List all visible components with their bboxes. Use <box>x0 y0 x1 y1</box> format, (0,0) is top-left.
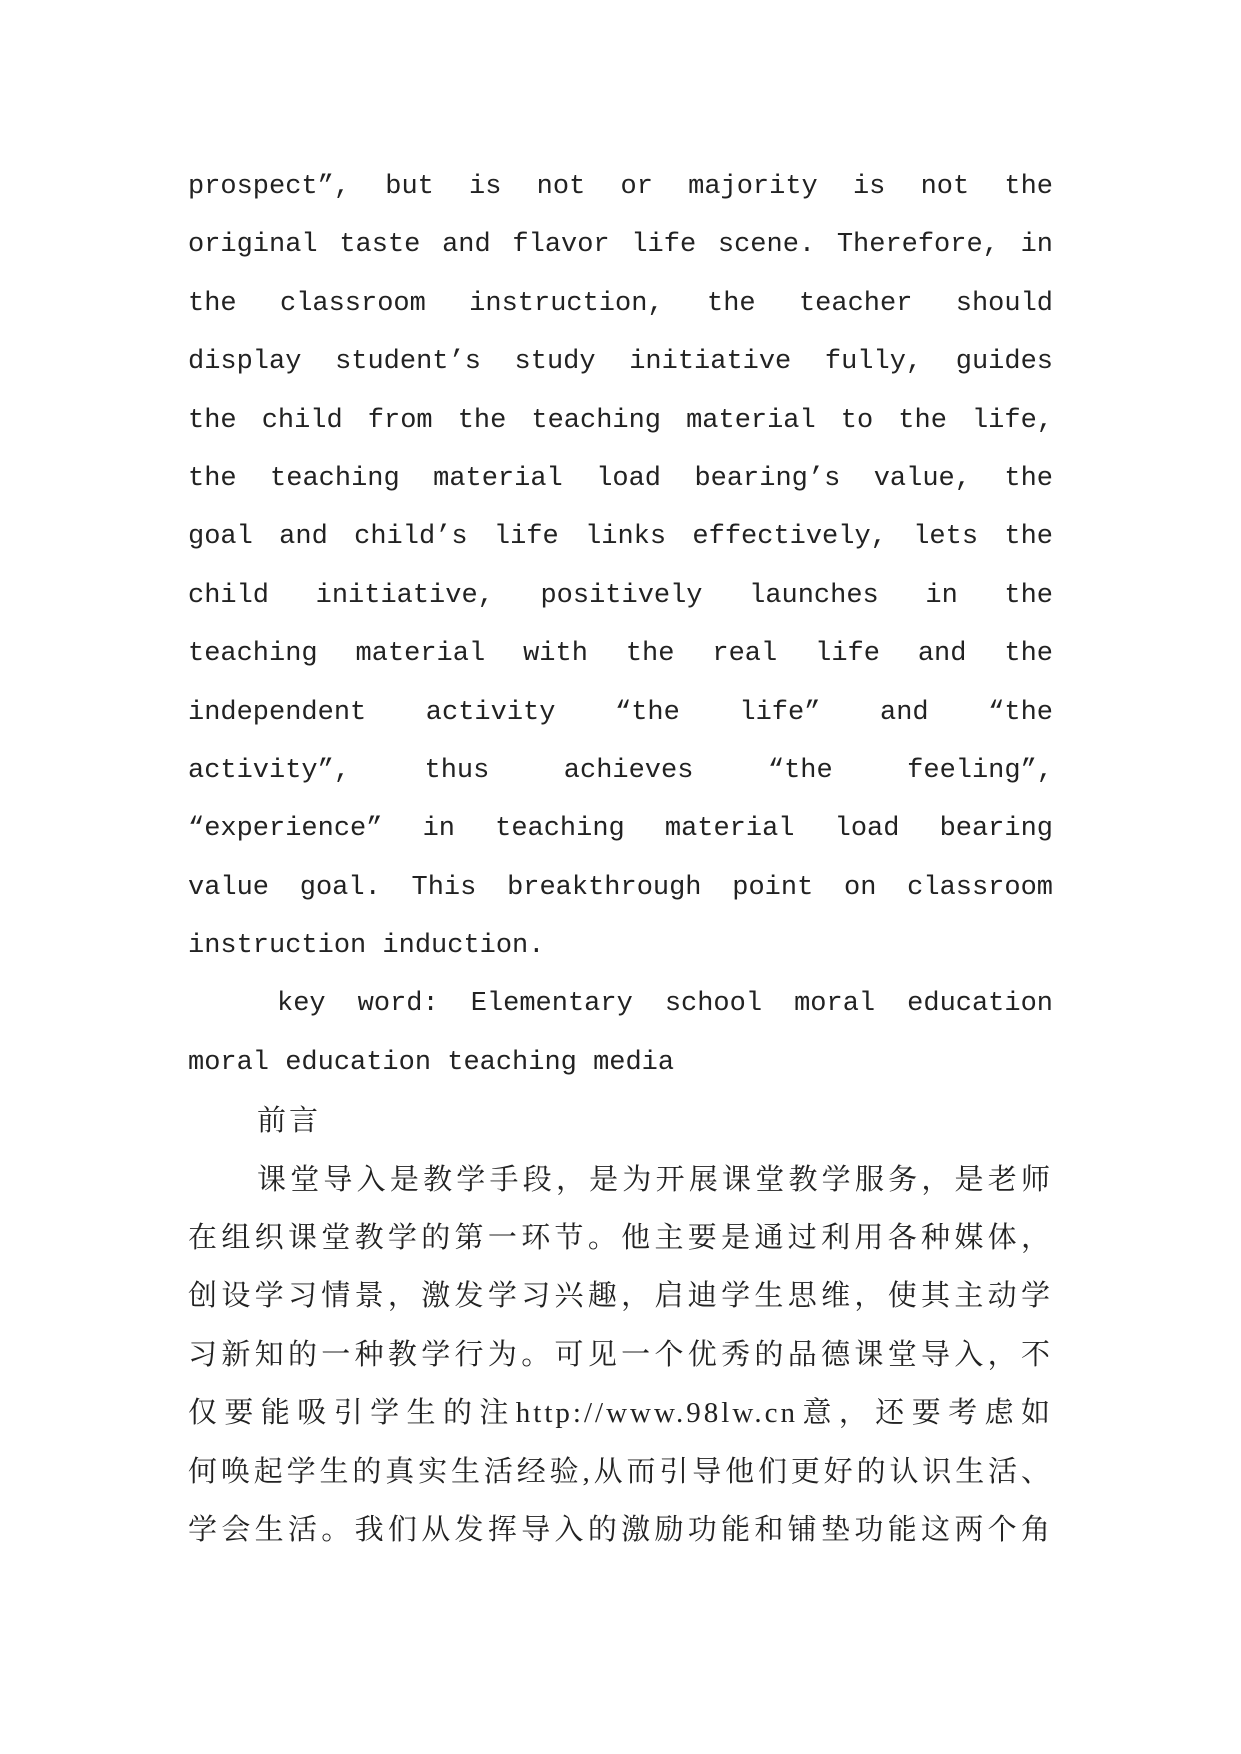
intro-paragraph <box>188 1151 1053 1560</box>
abstract-line: the teaching material load bearing’s value, the <box>188 463 1053 494</box>
abstract-line: original taste and flavor life scene. Therefore, in <box>188 230 1053 261</box>
abstract-line: independent activity “the life” and “the <box>188 697 1053 728</box>
intro-line: 课堂导入是教学手段，是为开展课堂教学服务，是老师 <box>257 1163 1053 1196</box>
intro-line: 创设学习情景，激发学习兴趣，启迪学生思维，使其主动学 <box>188 1280 1053 1313</box>
intro-line: 学会生活。我们从发挥导入的激励功能和铺垫功能这两个角 <box>188 1513 1053 1546</box>
abstract-line: goal and child’s life links effectively, lets the <box>188 522 1053 553</box>
intro-line: 在组织课堂教学的第一环节。他主要是通过利用各种媒体， <box>188 1222 1053 1255</box>
abstract-line: value goal. This breakthrough point on classroom <box>188 872 1053 903</box>
section-heading: 前言 <box>257 1105 322 1138</box>
abstract-line: instruction induction. <box>188 931 545 962</box>
document-body <box>188 158 1053 1559</box>
keywords-paragraph <box>188 975 1053 1092</box>
abstract-line: activity”, thus achieves “the feeling”, <box>188 755 1053 786</box>
intro-line: 仅要能吸引学生的注http://www.98lw.cn意，还要考虑如 <box>188 1397 1053 1430</box>
keywords-line: key word: Elementary school moral education <box>277 989 1053 1020</box>
english-abstract-paragraph <box>188 158 1053 975</box>
abstract-line: child initiative, positively launches in the <box>188 580 1053 611</box>
intro-line: 习新知的一种教学行为。可见一个优秀的品德课堂导入，不 <box>188 1338 1053 1371</box>
abstract-line: teaching material with the real life and the <box>188 639 1053 670</box>
abstract-line: prospect”, but is not or majority is not the <box>188 172 1053 202</box>
intro-line: 何唤起学生的真实生活经验,从而引导他们更好的认识生活、 <box>188 1455 1053 1488</box>
abstract-line: the child from the teaching material to the life, <box>188 405 1053 436</box>
abstract-line: “experience” in teaching material load bearing <box>188 814 1053 845</box>
abstract-line: the classroom instruction, the teacher should <box>188 288 1053 319</box>
keywords-line: moral education teaching media <box>188 1047 675 1078</box>
abstract-line: display student’s study initiative fully, guides <box>188 347 1053 378</box>
